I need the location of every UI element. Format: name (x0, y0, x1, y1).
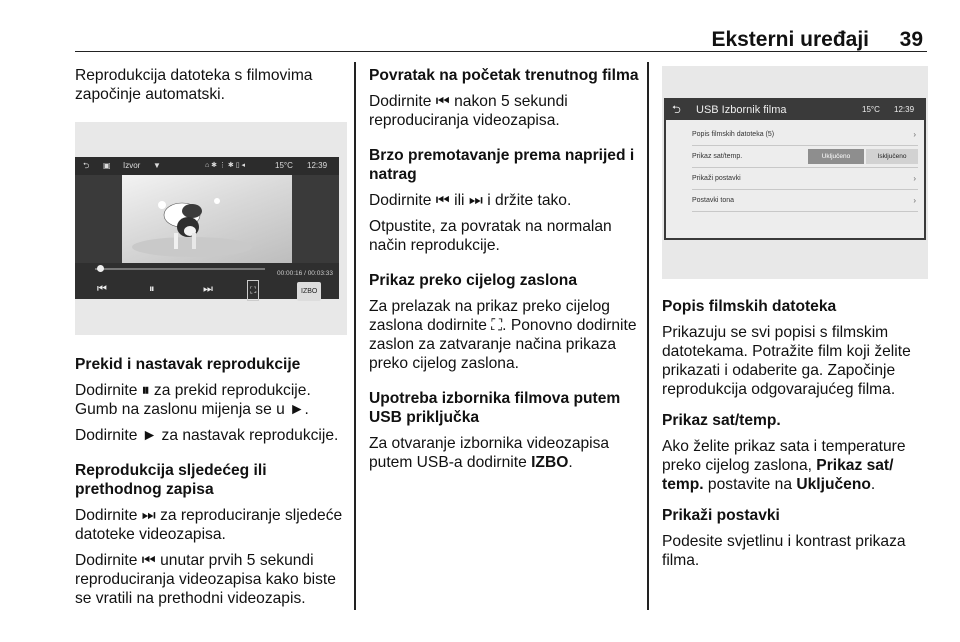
pause-heading: Prekid i nastavak reprodukcije (75, 356, 301, 373)
status-icons: ⌂ ✱ ⋮ ✱ ▯ ◂ (205, 162, 246, 169)
temperature: 15°C (275, 161, 293, 170)
ff-heading: Brzo premotavanje prema naprijed i natrag (369, 147, 635, 183)
usb-menu-top-bar (666, 100, 924, 120)
column-1 (75, 66, 347, 615)
temperature: 15°C (862, 105, 880, 114)
intro-text: Reprodukcija datoteka s filmovima započinje automatski. (75, 67, 313, 103)
chevron-right-icon: › (913, 174, 916, 183)
on-button[interactable]: Uključeno (808, 149, 864, 164)
display-paragraph: Podesite svjetlinu i kontrast prikaza filma. (662, 533, 906, 569)
usb-menu-screen (664, 98, 926, 240)
next-icon[interactable]: ⏭ (203, 283, 213, 295)
column-2 (369, 66, 639, 479)
previous-track-icon: ⏮ (141, 552, 156, 569)
previous-track-icon: ⏮ (435, 192, 450, 209)
elapsed-time: 00:00:16 / 00:03:33 (276, 270, 333, 277)
source-dropdown-icon: ▼ (153, 161, 161, 170)
pause-icon: ⏸ (141, 382, 150, 399)
back-icon: ⮌ (83, 161, 90, 170)
progress-track[interactable] (95, 268, 265, 270)
video-frame (122, 175, 292, 263)
play-icon: ► (289, 401, 305, 418)
menu-row-tone-settings[interactable]: Postavki tona › (692, 190, 918, 212)
menu-row-clock-temp: Prikaz sat/temp. Uključeno Isključeno (692, 146, 918, 168)
usb-menu-screenshot (662, 66, 928, 279)
fullscreen-icon: ⛶ (491, 317, 503, 334)
video-player-screenshot (75, 122, 347, 335)
back-icon[interactable]: ⮌ (672, 104, 681, 116)
fullscreen-paragraph: Za prelazak na prikaz preko cijelog zaslona dodirnite ⛶. Ponovno dodirnite zaslon za zatvaranje načina prikaza preko cijelog zaslona. (369, 298, 637, 372)
player-control-bar (75, 263, 339, 299)
clock-heading: Prikaz sat/temp. (662, 412, 781, 429)
player-top-bar (75, 157, 339, 175)
next-paragraph-1: Dodirnite ⏭ za reproduciranje sljedeće datoteke videozapisa. (75, 507, 343, 543)
pause-icon[interactable]: ⏸ (149, 283, 155, 295)
page-number: 39 (899, 28, 923, 51)
previous-track-icon: ⏮ (435, 93, 450, 110)
progress-knob[interactable] (97, 265, 104, 272)
source-label: Izvor (123, 161, 141, 170)
display-heading: Prikaži postavki (662, 507, 780, 524)
clock: 12:39 (894, 105, 915, 114)
next-heading: Reprodukcija sljedećeg ili prethodnog zapisa (75, 462, 267, 498)
page-title: Eksterni uređaji (711, 28, 869, 51)
next-track-icon: ⏭ (468, 192, 483, 209)
back-paragraph: Dodirnite ⏮ nakon 5 sekundi reproduciranja videozapisa. (369, 93, 568, 129)
ff-paragraph-1: Dodirnite ⏮ ili ⏭ i držite tako. (369, 192, 572, 209)
play-icon: ► (141, 427, 158, 444)
dog-image (122, 175, 292, 263)
menu-heading: Upotreba izbornika filmova putem USB priključka (369, 390, 621, 426)
list-paragraph: Prikazuju se svi popisi s filmskim datotekama. Potražite film koji želite prikazati i odaberite ga. Započinje reprodukcija odgovarajućeg filma. (662, 324, 911, 398)
pause-paragraph-1: Dodirnite ⏸ za prekid reprodukcije. Gumb na zaslonu mijenja se u ►. (75, 382, 311, 418)
back-heading: Povratak na početak trenutnog filma (369, 67, 639, 84)
menu-paragraph: Za otvaranje izbornika videozapisa putem USB-a dodirnite IZBO. (369, 435, 610, 471)
clock-paragraph: Ako želite prikaz sata i temperature preko cijelog zaslona, Prikaz sat/ temp. postavite na Uključeno. (662, 438, 906, 493)
clock: 12:39 (307, 161, 328, 170)
chevron-right-icon: › (913, 196, 916, 205)
fullscreen-heading: Prikaz preko cijelog zaslona (369, 272, 577, 289)
list-heading: Popis filmskih datoteka (662, 298, 837, 315)
media-icon: ▣ (103, 161, 111, 170)
pause-paragraph-2: Dodirnite ► za nastavak reprodukcije. (75, 427, 339, 444)
izbo-button[interactable]: IZBO (297, 282, 321, 301)
previous-icon[interactable]: ⏮ (97, 283, 107, 295)
column-divider (647, 62, 649, 610)
ff-paragraph-2: Otpustite, za povratak na normalan način reprodukcije. (369, 218, 612, 254)
menu-row-movie-list[interactable]: Popis filmskih datoteka (5) › (692, 124, 918, 146)
usb-menu-title: USB Izbornik filma (696, 104, 787, 116)
column-3 (662, 66, 932, 577)
next-track-icon: ⏭ (141, 507, 156, 524)
next-paragraph-2: Dodirnite ⏮ unutar prvih 5 sekundi reproduciranja videozapisa kako biste se vratili na prethodni videozapis. (75, 552, 336, 607)
chevron-right-icon: › (913, 130, 916, 139)
page-header (75, 0, 927, 52)
column-divider (354, 62, 356, 610)
fullscreen-icon[interactable]: ⛶ (247, 280, 259, 301)
video-player-screen (75, 157, 339, 299)
off-button[interactable]: Isključeno (866, 149, 918, 164)
menu-row-display-settings[interactable]: Prikaži postavki › (692, 168, 918, 190)
